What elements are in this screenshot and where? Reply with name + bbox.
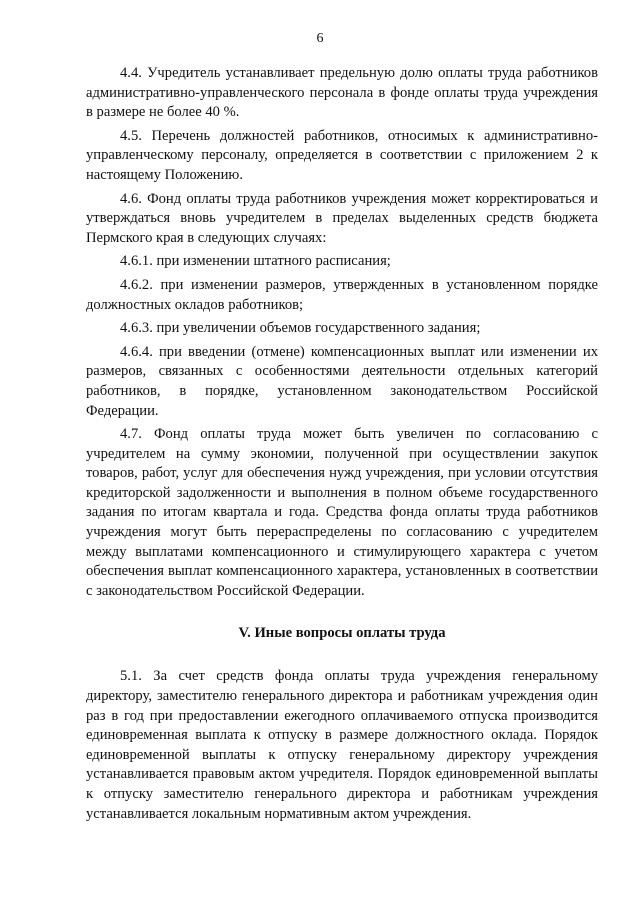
paragraph-4-5: 4.5. Перечень должностей работников, относимых к административно-управленческому персоналу, определяется в соответствии с приложением 2 к настоящему Положению.: [86, 127, 598, 183]
paragraph-4-6-4: 4.6.4. при введении (отмене) компенсационных выплат или изменении их размеров, связанных с особенностями деятельности отдельных категорий работников, в порядке, установленном законодательством Российской Федерации.: [86, 343, 598, 419]
paragraph-4-6-3: 4.6.3. при увеличении объемов государственного задания;: [120, 320, 481, 337]
paragraph-4-6-1: 4.6.1. при изменении штатного расписания;: [120, 253, 391, 270]
paragraph-4-6: 4.6. Фонд оплаты труда работников учреждения может корректироваться и утверждаться вновь учредителем в пределах выделенных средств бюджета Пермского края в следующих случаях:: [86, 190, 598, 246]
paragraph-4-4: 4.4. Учредитель устанавливает предельную долю оплаты труда работников административно-управленческого персонала в фонде оплаты труда учреждения в размере не более 40 %.: [86, 65, 598, 121]
paragraph-5-1: 5.1. За счет средств фонда оплаты труда учреждения генеральному директору, заместителю генерального директора и работникам учреждения один раз в год при предоставлении ежегодного оплачиваемого отпуска производится единовременная выплата к отпуску в размере должностного оклада. Порядок единовременной выплаты к отпуску генеральному директору учреждения устанавливается правовым актом учредителя. Порядок единовременной выплаты к отпуску заместителю генерального директора и работникам учреждения устанавливается локальным нормативным актом учреждения.: [86, 668, 598, 822]
section-heading: V. Иные вопросы оплаты труда: [238, 625, 446, 642]
page-number: 6: [316, 31, 324, 46]
paragraph-4-6-2: 4.6.2. при изменении размеров, утвержденных в установленном порядке должностных окладов работников;: [86, 276, 598, 313]
paragraph-4-7: 4.7. Фонд оплаты труда может быть увеличен по согласованию с учредителем на сумму экономии, полученной при осуществлении закупок товаров, работ, услуг для обеспечения нужд учреждения, при условии отсутствия кредиторской задолженности и выполнения в полном объеме государственного задания по итогам квартала и года. Средства фонда оплаты труда работников учреждения могут быть перераспределены по согласованию с учредителем между выплатами компенсационного и стимулирующего характера с учетом обеспечения выплат компенсационного характера, установленных в соответствии с законодательством Российской Федерации.: [86, 426, 598, 599]
document-body: [86, 64, 598, 828]
